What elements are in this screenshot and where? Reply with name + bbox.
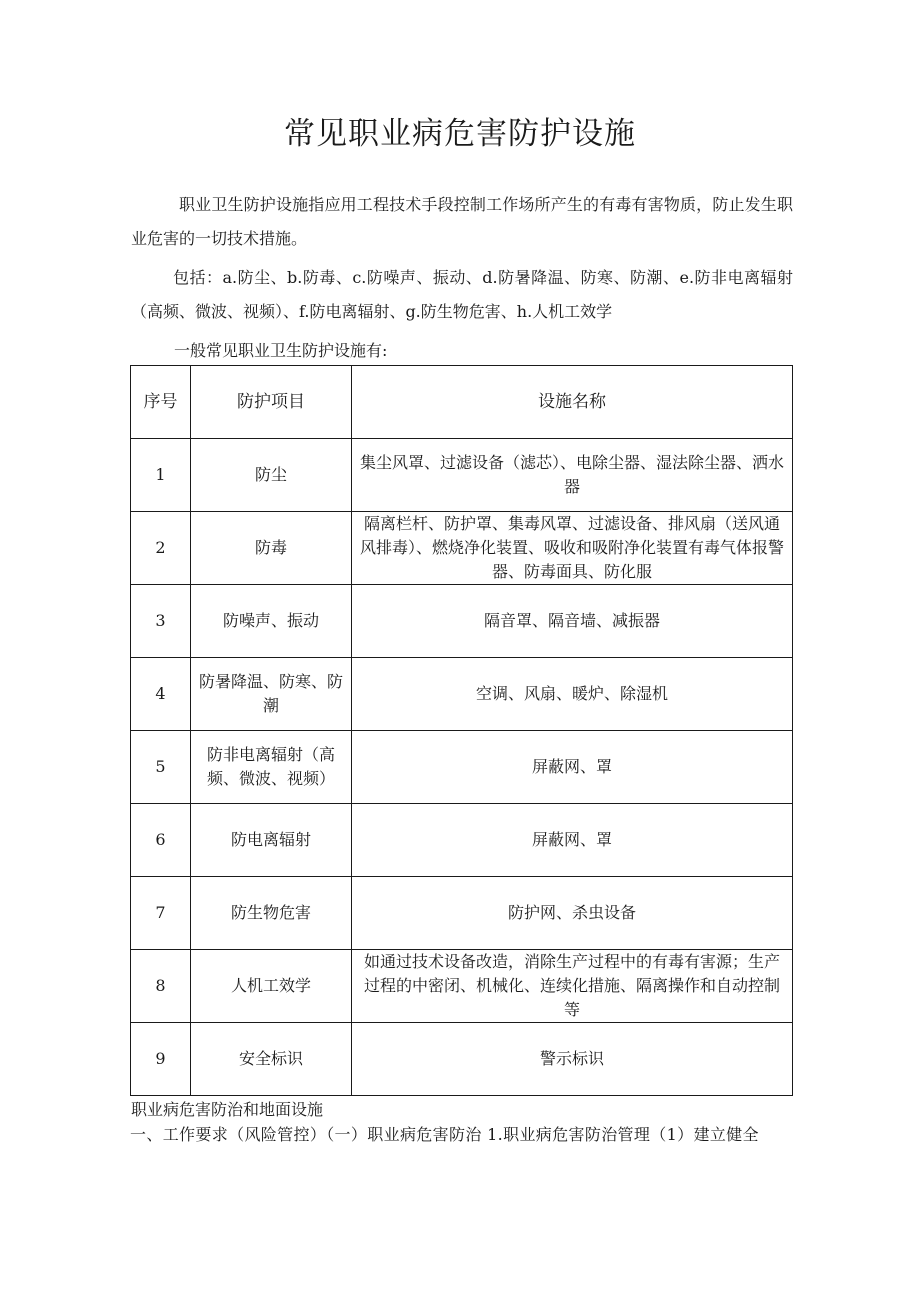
row-facilities: 隔音罩、隔音墙、减振器: [352, 585, 793, 658]
document-title: 常见职业病危害防护设施: [284, 116, 636, 152]
row-facilities: 隔离栏杆、防护罩、集毒风罩、过滤设备、排风扇（送风通风排毒）、燃烧净化装置、吸收和吸附净化装置有毒气体报警器、防毒面具、防化服: [352, 512, 793, 585]
table-row: [131, 658, 793, 731]
row-no: 9: [131, 1023, 191, 1096]
row-no: 6: [131, 804, 191, 877]
section-body-line: 一、工作要求（风险管控）（一）职业病危害防治 1.职业病危害防治管理（1）建立健全: [130, 1125, 759, 1144]
section-heading: 职业病危害防治和地面设施: [131, 1100, 324, 1119]
row-facilities: 警示标识: [352, 1023, 793, 1096]
row-no: 4: [131, 658, 191, 731]
includes-paragraph: 包括：a.防尘、b.防毒、c.防噪声、振动、d.防暑降温、防寒、防潮、e.防非电离辐射（高频、微波、视频）、f.防电离辐射、g.防生物危害、h.人机工效学: [131, 268, 793, 321]
table-row: [131, 877, 793, 950]
row-no: 2: [131, 512, 191, 585]
row-facilities: 屏蔽网、罩: [352, 731, 793, 804]
table-row: [131, 950, 793, 1023]
table-row: [131, 585, 793, 658]
table-row: [131, 1023, 793, 1096]
row-no: 5: [131, 731, 191, 804]
intro-paragraph: 职业卫生防护设施指应用工程技术手段控制工作场所产生的有毒有害物质，防止发生职业危害的一切技术措施。: [131, 195, 793, 248]
row-facilities: 空调、风扇、暖炉、除湿机: [352, 658, 793, 731]
table-row: [131, 804, 793, 877]
row-no: 3: [131, 585, 191, 658]
row-item: 防噪声、振动: [191, 585, 352, 658]
row-no: 1: [131, 439, 191, 512]
row-no: 8: [131, 950, 191, 1023]
row-item: 防非电离辐射（高频、微波、视频）: [191, 731, 352, 804]
row-item: 防生物危害: [191, 877, 352, 950]
row-facilities: 如通过技术设备改造，消除生产过程中的有毒有害源；生产过程的中密闭、机械化、连续化措施、隔离操作和自动控制等: [352, 950, 793, 1023]
header-facilities: 设施名称: [352, 366, 793, 439]
table-header-row: [131, 366, 793, 439]
row-item: 安全标识: [191, 1023, 352, 1096]
row-facilities: 屏蔽网、罩: [352, 804, 793, 877]
row-item: 防尘: [191, 439, 352, 512]
table-row: [131, 439, 793, 512]
header-item: 防护项目: [191, 366, 352, 439]
row-item: 防暑降温、防寒、防潮: [191, 658, 352, 731]
header-no: 序号: [131, 366, 191, 439]
row-item: 人机工效学: [191, 950, 352, 1023]
table-row: [131, 731, 793, 804]
table-intro: 一般常见职业卫生防护设施有:: [174, 341, 388, 360]
row-facilities: 集尘风罩、过滤设备（滤芯）、电除尘器、湿法除尘器、洒水器: [352, 439, 793, 512]
protection-facilities-table: [130, 365, 793, 1096]
table-row: [131, 512, 793, 585]
row-item: 防毒: [191, 512, 352, 585]
row-facilities: 防护网、杀虫设备: [352, 877, 793, 950]
row-item: 防电离辐射: [191, 804, 352, 877]
row-no: 7: [131, 877, 191, 950]
